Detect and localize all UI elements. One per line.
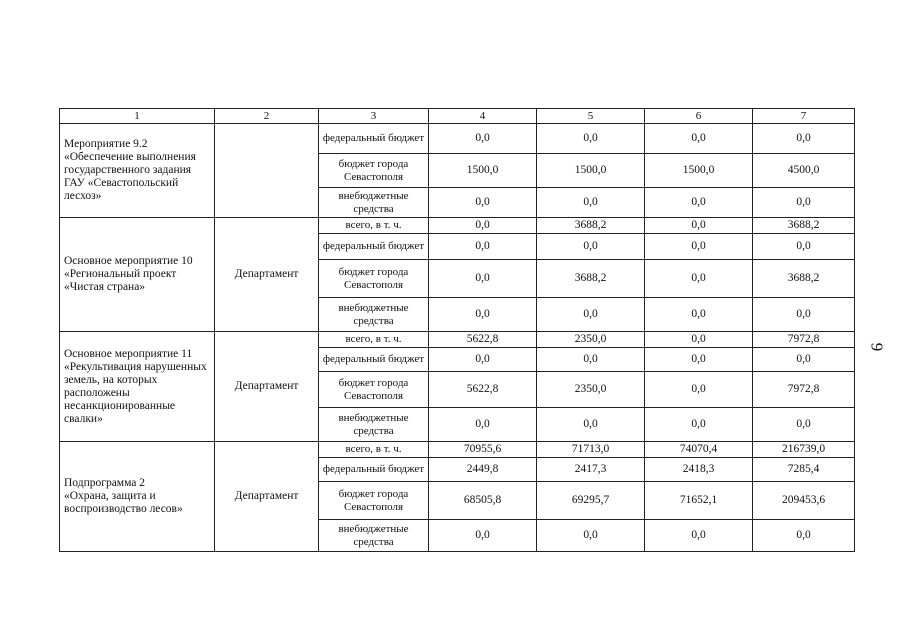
table-row	[60, 332, 855, 348]
amount-cell: 0,0	[753, 234, 855, 260]
funding-source: федеральный бюджет	[319, 348, 429, 372]
amount-cell: 2350,0	[537, 332, 645, 348]
amount-cell: 74070,4	[645, 442, 753, 458]
amount-cell: 0,0	[429, 124, 537, 154]
amount-cell: 1500,0	[645, 154, 753, 188]
header-cell: 6	[645, 109, 753, 124]
amount-cell: 0,0	[645, 348, 753, 372]
amount-cell: 0,0	[645, 218, 753, 234]
amount-cell: 0,0	[537, 124, 645, 154]
amount-cell: 0,0	[753, 520, 855, 552]
funding-source: внебюджетные средства	[319, 298, 429, 332]
measure-name: Мероприятие 9.2 «Обеспечение выполнения государственного задания ГАУ «Севастопольский лесхоз»	[60, 124, 215, 218]
amount-cell: 71713,0	[537, 442, 645, 458]
amount-cell: 0,0	[645, 188, 753, 218]
executor: Департамент	[215, 218, 319, 332]
amount-cell: 209453,6	[753, 482, 855, 520]
amount-cell: 4500,0	[753, 154, 855, 188]
amount-cell: 0,0	[429, 298, 537, 332]
amount-cell: 3688,2	[537, 260, 645, 298]
amount-cell: 0,0	[753, 124, 855, 154]
funding-source: бюджет города Севастополя	[319, 372, 429, 408]
amount-cell: 0,0	[645, 332, 753, 348]
amount-cell: 216739,0	[753, 442, 855, 458]
amount-cell: 0,0	[753, 298, 855, 332]
measure-name: Основное мероприятие 11 «Рекультивация нарушенных земель, на которых расположены несанкционированные свалки»	[60, 332, 215, 442]
amount-cell: 2449,8	[429, 458, 537, 482]
amount-cell: 0,0	[429, 520, 537, 552]
amount-cell: 0,0	[645, 408, 753, 442]
funding-source: бюджет города Севастополя	[319, 260, 429, 298]
amount-cell: 71652,1	[645, 482, 753, 520]
table-row	[60, 442, 855, 458]
header-cell: 7	[753, 109, 855, 124]
amount-cell: 1500,0	[429, 154, 537, 188]
amount-cell: 0,0	[429, 408, 537, 442]
amount-cell: 2350,0	[537, 372, 645, 408]
table-row	[60, 124, 855, 154]
funding-source: внебюджетные средства	[319, 408, 429, 442]
funding-source: всего, в т. ч.	[319, 218, 429, 234]
funding-source: всего, в т. ч.	[319, 332, 429, 348]
header-cell: 5	[537, 109, 645, 124]
header-cell: 2	[215, 109, 319, 124]
funding-source: федеральный бюджет	[319, 458, 429, 482]
amount-cell: 2418,3	[645, 458, 753, 482]
amount-cell: 0,0	[429, 234, 537, 260]
amount-cell: 0,0	[753, 408, 855, 442]
amount-cell: 2417,3	[537, 458, 645, 482]
amount-cell: 5622,8	[429, 372, 537, 408]
amount-cell: 0,0	[645, 124, 753, 154]
funding-source: бюджет города Севастополя	[319, 154, 429, 188]
amount-cell: 69295,7	[537, 482, 645, 520]
amount-cell: 0,0	[537, 520, 645, 552]
amount-cell: 0,0	[753, 348, 855, 372]
amount-cell: 0,0	[537, 188, 645, 218]
amount-cell: 68505,8	[429, 482, 537, 520]
amount-cell: 0,0	[537, 408, 645, 442]
amount-cell: 0,0	[537, 234, 645, 260]
amount-cell: 70955,6	[429, 442, 537, 458]
executor	[215, 124, 319, 218]
executor: Департамент	[215, 332, 319, 442]
header-row	[60, 109, 855, 124]
budget-table-container	[59, 108, 855, 552]
amount-cell: 5622,8	[429, 332, 537, 348]
table-row	[60, 218, 855, 234]
amount-cell: 0,0	[645, 234, 753, 260]
budget-table	[59, 108, 855, 552]
measure-name: Основное мероприятие 10 «Региональный проект «Чистая страна»	[60, 218, 215, 332]
amount-cell: 7972,8	[753, 332, 855, 348]
funding-source: федеральный бюджет	[319, 234, 429, 260]
amount-cell: 7285,4	[753, 458, 855, 482]
amount-cell: 0,0	[645, 372, 753, 408]
amount-cell: 0,0	[429, 260, 537, 298]
amount-cell: 0,0	[753, 188, 855, 218]
amount-cell: 0,0	[537, 348, 645, 372]
amount-cell: 0,0	[537, 298, 645, 332]
amount-cell: 0,0	[429, 218, 537, 234]
funding-source: всего, в т. ч.	[319, 442, 429, 458]
funding-source: бюджет города Севастополя	[319, 482, 429, 520]
amount-cell: 0,0	[429, 188, 537, 218]
header-cell: 4	[429, 109, 537, 124]
funding-source: внебюджетные средства	[319, 188, 429, 218]
header-cell: 1	[60, 109, 215, 124]
executor: Департамент	[215, 442, 319, 552]
funding-source: федеральный бюджет	[319, 124, 429, 154]
header-cell: 3	[319, 109, 429, 124]
funding-source: внебюджетные средства	[319, 520, 429, 552]
amount-cell: 0,0	[645, 260, 753, 298]
amount-cell: 7972,8	[753, 372, 855, 408]
amount-cell: 3688,2	[753, 260, 855, 298]
measure-name: Подпрограмма 2 «Охрана, защита и воспроизводство лесов»	[60, 442, 215, 552]
amount-cell: 0,0	[645, 298, 753, 332]
amount-cell: 0,0	[645, 520, 753, 552]
amount-cell: 1500,0	[537, 154, 645, 188]
amount-cell: 0,0	[429, 348, 537, 372]
table-body	[60, 109, 855, 552]
amount-cell: 3688,2	[753, 218, 855, 234]
page-number: 9	[867, 342, 887, 352]
amount-cell: 3688,2	[537, 218, 645, 234]
